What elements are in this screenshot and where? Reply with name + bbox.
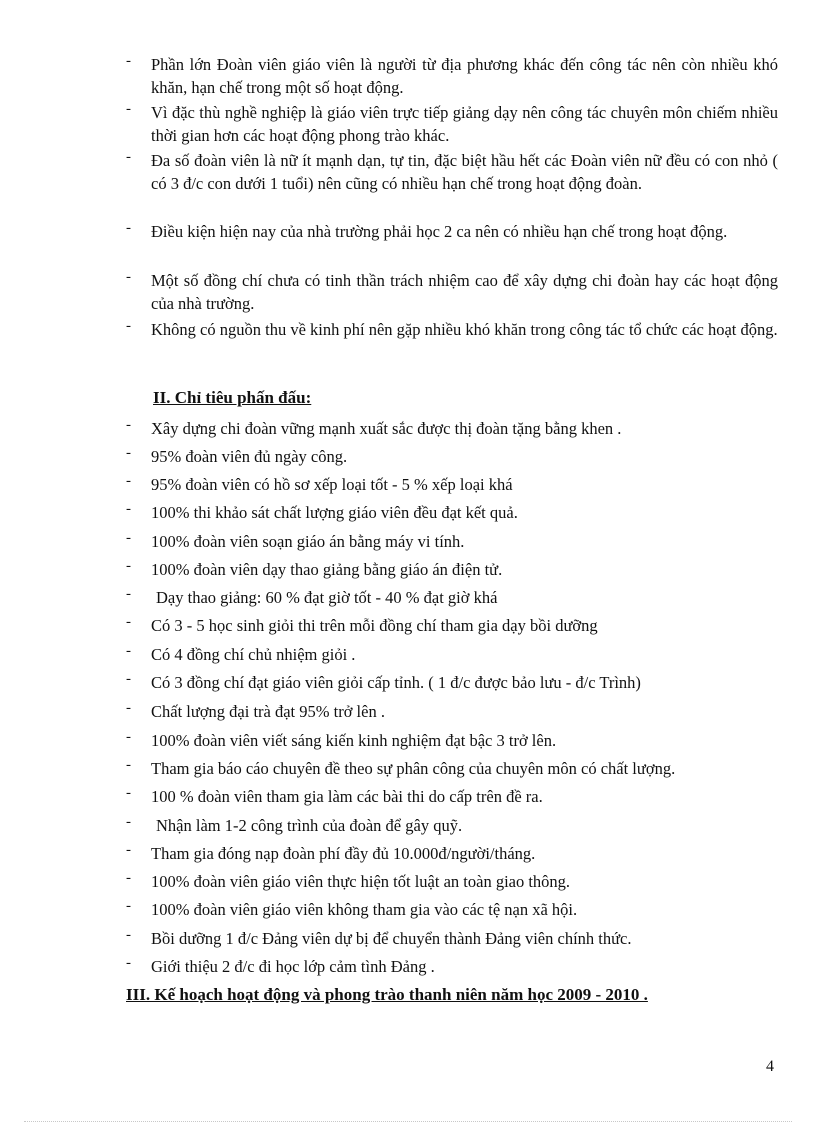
- bullet-dash: -: [126, 530, 131, 546]
- bullet-dash: -: [126, 220, 131, 236]
- list-item: [126, 842, 778, 865]
- target-text: 95% đoàn viên đủ ngày công.: [151, 447, 348, 466]
- bullet-dash: -: [126, 757, 131, 773]
- target-text: Xây dựng chi đoàn vững mạnh xuất sắc được thị đoàn tặng bằng khen .: [151, 419, 622, 438]
- target-text: 100% đoàn viên soạn giáo án bằng máy vi tính.: [151, 532, 465, 551]
- list-item: [126, 927, 778, 950]
- page-number: 4: [766, 1058, 774, 1075]
- target-text: 100% đoàn viên viết sáng kiến kinh nghiệm đạt bậc 3 trở lên.: [151, 731, 557, 750]
- bullet-dash: -: [126, 785, 131, 801]
- footer-divider: [24, 1121, 792, 1122]
- bullet-dash: -: [126, 614, 131, 630]
- list-item: [126, 417, 778, 440]
- target-text: Dạy thao giảng: 60 % đạt giờ tốt - 40 % đạt giờ khá: [156, 588, 498, 607]
- bullet-dash: -: [126, 955, 131, 971]
- list-item: [126, 757, 778, 780]
- bullet-dash: -: [126, 700, 131, 716]
- bullet-dash: -: [126, 927, 131, 943]
- bullet-dash: -: [126, 101, 131, 117]
- issue-text: Vì đặc thù nghề nghiệp là giáo viên trực tiếp giảng dạy nên công tác chuyên môn chiếm nhiều thời gian hơn các hoạt động phong trào khác.: [151, 103, 778, 145]
- list-item: [126, 785, 778, 808]
- bullet-dash: -: [126, 149, 131, 165]
- issue-text: Không có nguồn thu về kinh phí nên gặp nhiều khó khăn trong công tác tổ chức các hoạt động.: [151, 320, 778, 339]
- issue-text: Điều kiện hiện nay của nhà trường phải học 2 ca nên có nhiều hạn chế trong hoạt động.: [151, 222, 728, 241]
- target-text: 95% đoàn viên có hồ sơ xếp loại tốt - 5 % xếp loại khá: [151, 475, 513, 494]
- bullet-dash: -: [126, 870, 131, 886]
- list-item: [126, 614, 778, 637]
- list-item: [126, 220, 778, 243]
- list-item: [126, 558, 778, 581]
- list-item: [126, 101, 778, 147]
- bullet-dash: -: [126, 558, 131, 574]
- list-item: [126, 814, 778, 837]
- issue-text: Phần lớn Đoàn viên giáo viên là người từ địa phương khác đến công tác nên còn nhiều khó khăn, hạn chế trong một số hoạt động.: [151, 55, 778, 97]
- target-text: Giới thiệu 2 đ/c đi học lớp cảm tình Đảng .: [151, 957, 435, 976]
- list-item: [126, 530, 778, 553]
- target-text: 100% đoàn viên dạy thao giảng bằng giáo án điện tử.: [151, 560, 503, 579]
- target-text: Có 4 đồng chí chủ nhiệm giỏi .: [151, 645, 356, 664]
- issue-text: Đa số đoàn viên là nữ ít mạnh dạn, tự tin, đặc biệt hầu hết các Đoàn viên nữ đều có con nhỏ ( có 3 đ/c con dưới 1 tuổi) nên cũng có nhiều hạn chế trong hoạt động đoàn.: [151, 151, 778, 193]
- bullet-dash: -: [126, 586, 131, 602]
- list-item: [126, 586, 778, 609]
- target-text: Bồi dưỡng 1 đ/c Đảng viên dự bị để chuyển thành Đảng viên chính thức.: [151, 929, 632, 948]
- bullet-dash: -: [126, 729, 131, 745]
- target-text: 100 % đoàn viên tham gia làm các bài thi do cấp trên đề ra.: [151, 787, 543, 806]
- bullet-dash: -: [126, 53, 131, 69]
- issue-text: Một số đồng chí chưa có tinh thần trách nhiệm cao để xây dựng chi đoàn hay các hoạt động của nhà trường.: [151, 271, 778, 313]
- list-item: [126, 473, 778, 496]
- bullet-dash: -: [126, 445, 131, 461]
- target-text: 100% đoàn viên giáo viên thực hiện tốt luật an toàn giao thông.: [151, 872, 571, 891]
- bullet-dash: -: [126, 473, 131, 489]
- target-text: Tham gia báo cáo chuyên đề theo sự phân công của chuyên môn có chất lượng.: [151, 759, 676, 778]
- section-heading-2: II. Chỉ tiêu phấn đấu:: [153, 388, 312, 407]
- bullet-dash: -: [126, 671, 131, 687]
- list-item: [126, 955, 778, 978]
- target-text: Tham gia đóng nạp đoàn phí đầy đủ 10.000đ/người/tháng.: [151, 844, 536, 863]
- list-item: [126, 501, 778, 524]
- bullet-dash: -: [126, 898, 131, 914]
- bullet-dash: -: [126, 842, 131, 858]
- bullet-dash: -: [126, 501, 131, 517]
- list-item: [126, 53, 778, 99]
- target-text: Có 3 - 5 học sinh giỏi thi trên mỗi đồng chí tham gia dạy bồi dưỡng: [151, 616, 598, 635]
- target-text: Có 3 đồng chí đạt giáo viên giỏi cấp tỉnh. ( 1 đ/c được bảo lưu - đ/c Trình): [151, 673, 641, 692]
- target-text: Chất lượng đại trà đạt 95% trở lên .: [151, 702, 385, 721]
- list-item: [126, 318, 778, 341]
- target-text: Nhận làm 1-2 công trình của đoàn để gây quỹ.: [156, 816, 463, 835]
- list-item: [126, 445, 778, 468]
- section-heading-3: III. Kế hoạch hoạt động và phong trào thanh niên năm học 2009 - 2010 .: [126, 985, 648, 1004]
- bullet-dash: -: [126, 643, 131, 659]
- list-item: [126, 729, 778, 752]
- list-item: [126, 700, 778, 723]
- bullet-dash: -: [126, 269, 131, 285]
- list-item: [126, 898, 778, 921]
- bullet-dash: -: [126, 417, 131, 433]
- bullet-dash: -: [126, 814, 131, 830]
- target-text: 100% thi khảo sát chất lượng giáo viên đều đạt kết quả.: [151, 503, 518, 522]
- list-item: [126, 643, 778, 666]
- list-item: [126, 269, 778, 315]
- list-item: [126, 149, 778, 195]
- target-text: 100% đoàn viên giáo viên không tham gia vào các tệ nạn xã hội.: [151, 900, 578, 919]
- list-item: [126, 870, 778, 893]
- bullet-dash: -: [126, 318, 131, 334]
- list-item: [126, 671, 778, 694]
